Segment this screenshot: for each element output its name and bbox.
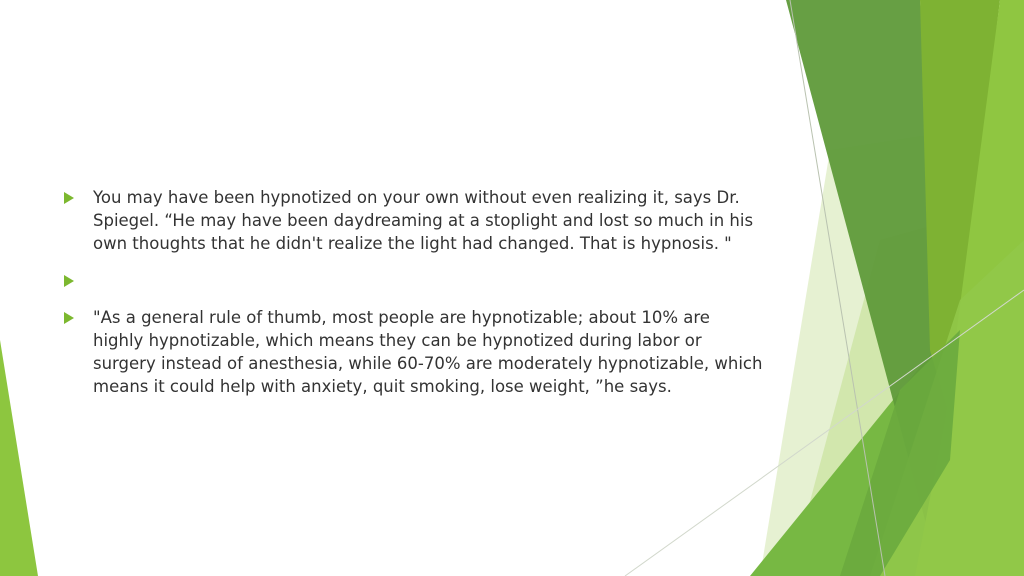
bullet-item-1	[64, 186, 764, 255]
bullet-text: "As a general rule of thumb, most people are hypnotizable; about 10% are highly hypnotizable, which means they can be hypnotized during labor or surgery instead of anesthesia, while 60-70% are moderately hypnotizable, which means it could help with anxiety, quit smoking, lose weight, ”he says.	[93, 308, 763, 396]
bullet-item-3	[64, 306, 764, 398]
bullet-item-2	[64, 269, 764, 292]
bullet-list	[64, 186, 764, 412]
left-green-sliver	[0, 340, 38, 576]
bullet-text: You may have been hypnotized on your own without even realizing it, says Dr. Spiegel. “He may have been daydreaming at a stoplight and lost so much in his own thoughts that he didn't realize the light had changed. That is hypnosis. "	[93, 188, 754, 253]
bullet-arrow-icon	[64, 312, 74, 324]
bullet-arrow-icon	[64, 192, 74, 204]
bullet-arrow-icon	[64, 275, 74, 287]
